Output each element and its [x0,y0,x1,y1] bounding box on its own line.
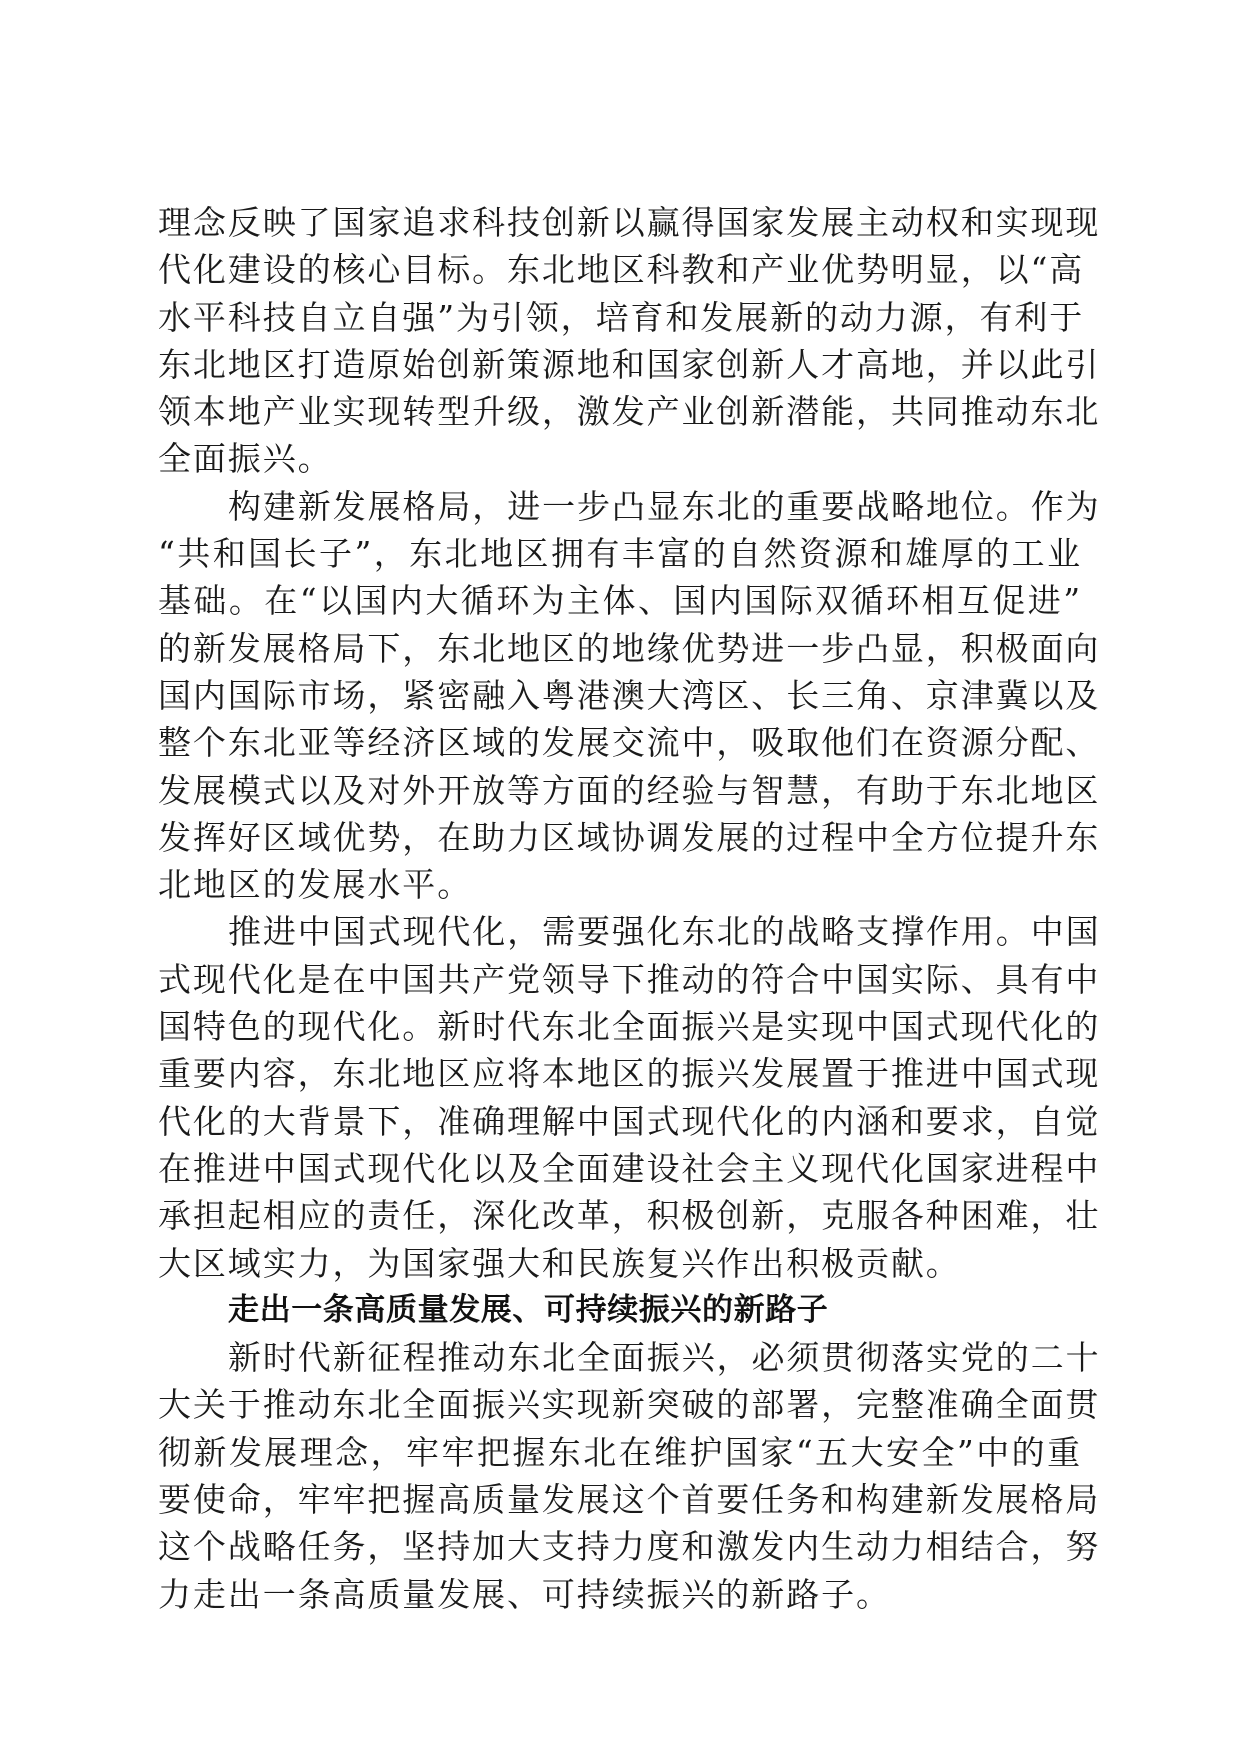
document-body [158,199,1101,1618]
text-line: 构建新发展格局，进一步凸显东北的重要战略地位。作为 [228,486,1101,526]
text-line: 这个战略任务，坚持加大支持力度和激发内生动力相结合，努 [158,1527,1101,1567]
section-heading: 走出一条高质量发展、可持续振兴的新路子 [228,1291,829,1328]
text-line: 国特色的现代化。新时代东北全面振兴是实现中国式现代化的 [158,1007,1101,1047]
text-line: 新时代新征程推动东北全面振兴，必须贯彻落实党的二十 [228,1338,1101,1378]
text-line: 大关于推动东北全面振兴实现新突破的部署，完整准确全面贯 [158,1385,1101,1425]
text-line: 代化建设的核心目标。东北地区科教和产业优势明显，以“高 [158,250,1085,290]
text-line: 领本地产业实现转型升级，激发产业创新潜能，共同推动东北 [158,392,1101,432]
text-line: 大区域实力，为国家强大和民族复兴作出积极贡献。 [158,1243,961,1283]
text-line: 重要内容，东北地区应将本地区的振兴发展置于推进中国式现 [158,1054,1101,1094]
paragraph-new-path [158,1334,1101,1618]
text-line: 北地区的发展水平。 [158,865,473,905]
paragraph-new-development-pattern [158,483,1101,909]
paragraph-chinese-modernization [158,908,1101,1286]
text-line: 整个东北亚等经济区域的发展交流中，吸取他们在资源分配、 [158,723,1101,763]
text-line: “共和国长子”，东北地区拥有丰富的自然资源和雄厚的工业 [158,534,1082,574]
text-line: 国内国际市场，紧密融入粤港澳大湾区、长三角、京津冀以及 [158,675,1101,715]
text-line: 理念反映了国家追求科技创新以赢得国家发展主动权和实现现 [158,203,1101,242]
text-line: 在推进中国式现代化以及全面建设社会主义现代化国家进程中 [158,1148,1101,1188]
text-line: 彻新发展理念，牢牢把握东北在维护国家“五大安全”中的重 [158,1432,1082,1472]
text-line: 基础。在“以国内大循环为主体、国内国际双循环相互促进” [158,581,1082,621]
text-line: 发挥好区域优势，在助力区域协调发展的过程中全方位提升东 [158,817,1101,857]
text-line: 的新发展格局下，东北地区的地缘优势进一步凸显，积极面向 [158,628,1101,668]
text-line: 要使命，牢牢把握高质量发展这个首要任务和构建新发展格局 [158,1480,1101,1520]
text-line: 水平科技自立自强”为引领，培育和发展新的动力源，有利于 [158,297,1085,337]
text-line: 推进中国式现代化，需要强化东北的战略支撑作用。中国 [228,912,1101,952]
text-line: 发展模式以及对外开放等方面的经验与智慧，有助于东北地区 [158,770,1101,810]
text-line: 承担起相应的责任，深化改革，积极创新，克服各种困难，壮 [158,1196,1101,1236]
text-line: 东北地区打造原始创新策源地和国家创新人才高地，并以此引 [158,344,1101,384]
text-line: 代化的大背景下，准确理解中国式现代化的内涵和要求，自觉 [158,1101,1101,1141]
paragraph-continuation [158,199,1101,483]
text-line: 全面振兴。 [158,439,333,479]
text-line: 式现代化是在中国共产党领导下推动的符合中国实际、具有中 [158,959,1101,999]
text-line: 力走出一条高质量发展、可持续振兴的新路子。 [158,1574,891,1614]
